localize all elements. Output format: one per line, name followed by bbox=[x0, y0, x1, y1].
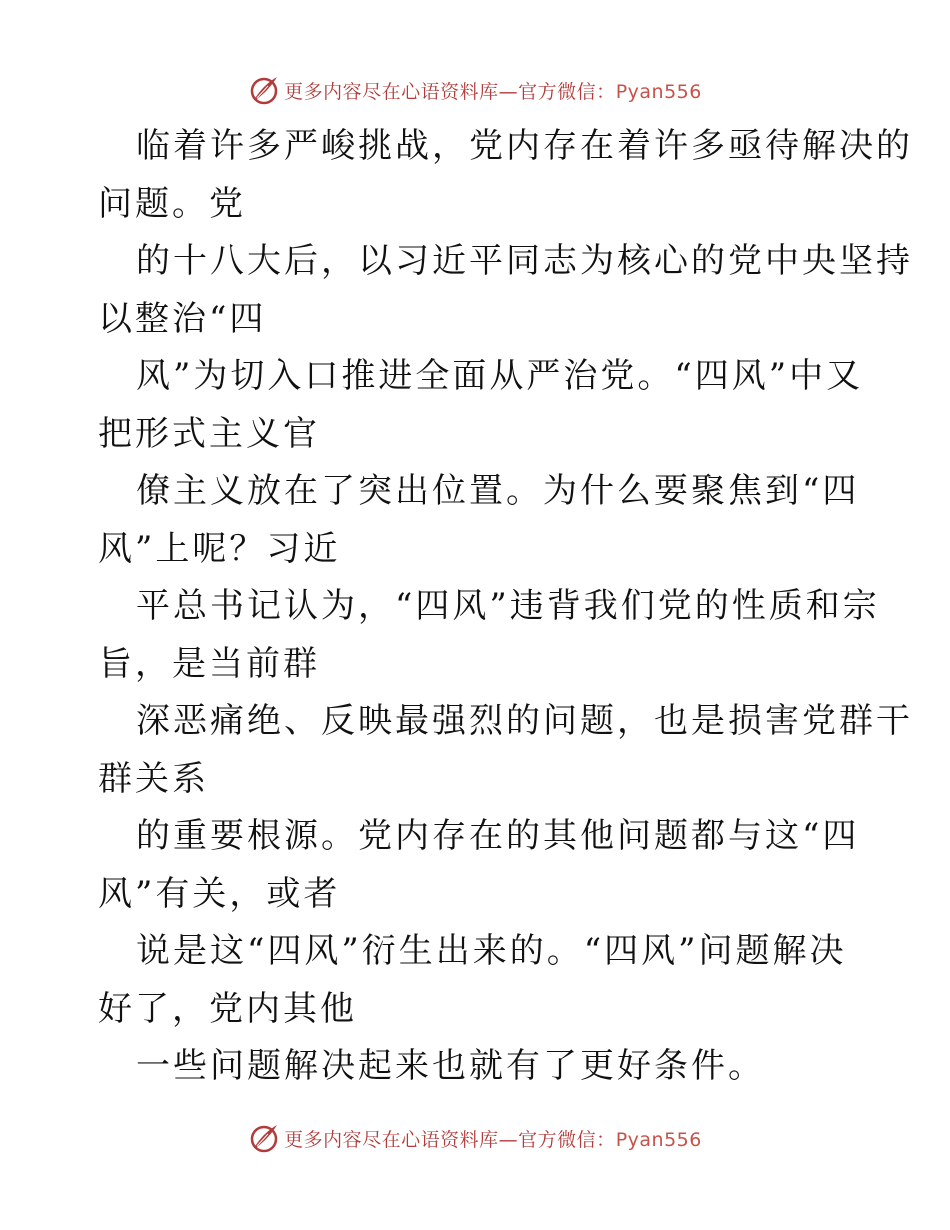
text-line-content: 风”上呢？习近 bbox=[98, 528, 341, 569]
text-line bbox=[98, 463, 858, 521]
document-body bbox=[98, 118, 913, 1096]
text-line bbox=[98, 406, 858, 464]
text-line-content: 以整治“四 bbox=[98, 298, 267, 339]
text-line-content: 一些问题解决起来也就有了更好条件。 bbox=[136, 1046, 765, 1086]
feather-pen-logo-icon bbox=[248, 1122, 280, 1154]
footer-watermark bbox=[0, 1118, 950, 1158]
watermark-text bbox=[284, 1125, 702, 1152]
watermark-text bbox=[284, 77, 702, 104]
text-line-content: 风”有关，或者 bbox=[98, 873, 341, 914]
text-line bbox=[98, 981, 858, 1039]
watermark-contact-id: Pyan556 bbox=[615, 1128, 702, 1151]
text-line bbox=[98, 578, 880, 636]
watermark-separator: — bbox=[498, 80, 519, 103]
text-line-content: 好了，党内其他 bbox=[98, 988, 357, 1029]
watermark-site: 更多内容尽在心语资料库 bbox=[284, 1128, 499, 1151]
text-line-content: 深恶痛绝、反映最强烈的问题，也是损害党群干 bbox=[136, 701, 913, 741]
text-line bbox=[98, 348, 864, 406]
text-line-content: 风”为切入口推进全面从严治党。“四风”中又 bbox=[136, 356, 864, 396]
text-line bbox=[98, 118, 913, 176]
watermark-contact-label: 官方微信： bbox=[518, 1128, 616, 1151]
text-line bbox=[98, 808, 858, 866]
text-line-content: 说是这“四风”衍生出来的。“四风”问题解决 bbox=[136, 931, 847, 971]
text-line bbox=[98, 923, 858, 981]
text-line bbox=[98, 866, 858, 924]
text-line-content: 旨，是当前群 bbox=[98, 643, 320, 684]
text-line-content: 临着许多严峻挑战，党内存在着许多亟待解决的 bbox=[136, 126, 913, 166]
text-line bbox=[98, 176, 858, 234]
text-line-content: 问题。党 bbox=[98, 183, 246, 224]
header-watermark bbox=[0, 70, 950, 110]
text-line bbox=[98, 693, 913, 751]
text-line bbox=[98, 291, 858, 349]
text-line bbox=[98, 521, 858, 579]
text-line bbox=[98, 1038, 858, 1096]
text-line-content: 平总书记认为，“四风”违背我们党的性质和宗 bbox=[136, 586, 880, 626]
text-line bbox=[98, 751, 858, 809]
feather-pen-logo-icon bbox=[248, 74, 280, 106]
watermark-separator: — bbox=[498, 1128, 519, 1151]
text-line bbox=[98, 233, 913, 291]
watermark-contact-id: Pyan556 bbox=[615, 80, 702, 103]
text-line-content: 的重要根源。党内存在的其他问题都与这“四 bbox=[136, 816, 860, 856]
watermark-contact-label: 官方微信： bbox=[518, 80, 616, 103]
text-line-content: 的十八大后，以习近平同志为核心的党中央坚持 bbox=[136, 241, 913, 281]
text-line-content: 僚主义放在了突出位置。为什么要聚焦到“四 bbox=[136, 471, 860, 511]
text-line bbox=[98, 636, 858, 694]
watermark-site: 更多内容尽在心语资料库 bbox=[284, 80, 499, 103]
text-line-content: 把形式主义官 bbox=[98, 413, 320, 454]
text-line-content: 群关系 bbox=[98, 758, 209, 799]
